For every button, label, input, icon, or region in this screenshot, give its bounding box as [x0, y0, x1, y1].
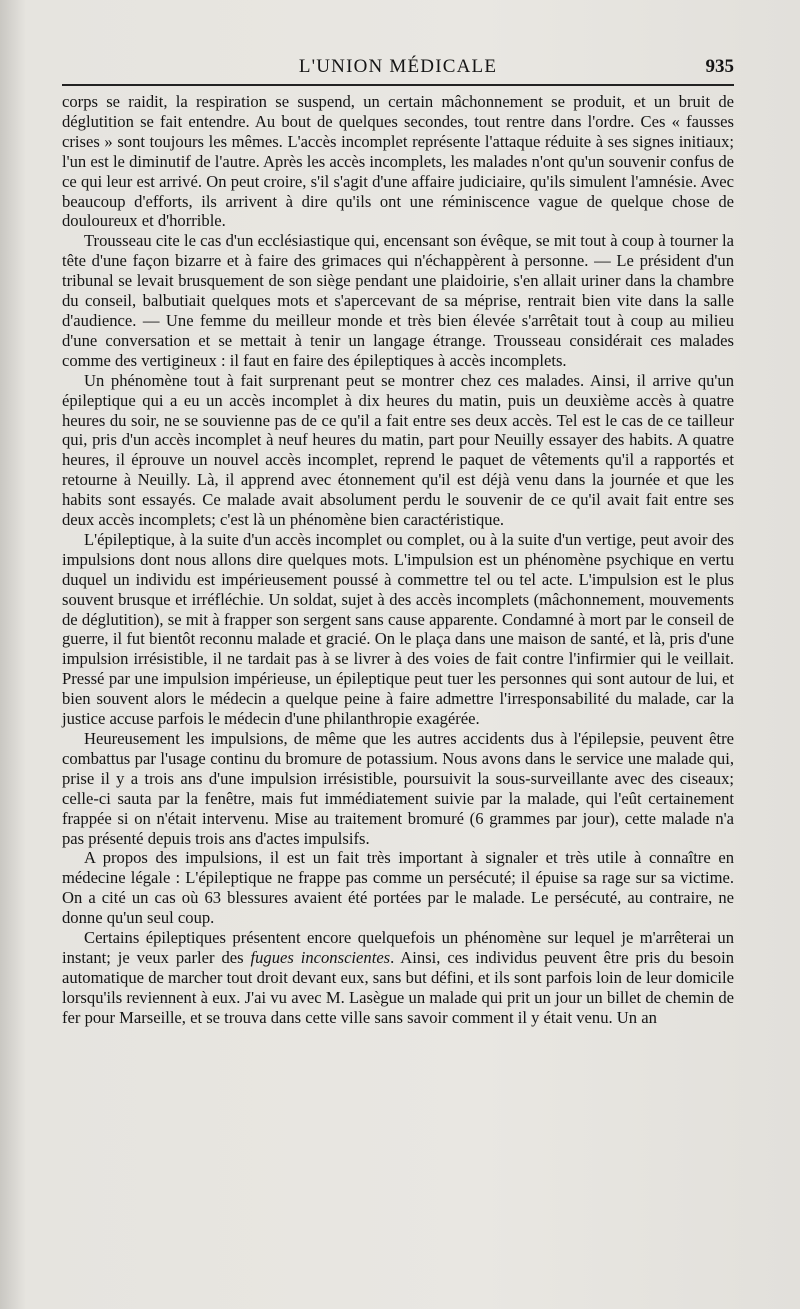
paragraph-continued: corps se raidit, la respiration se suspend, un certain mâchonnement se produit, et un bruit de déglutition se fait entendre. Au bout de quelques secondes, tout rentre dans l'ordre. Ces « fausses crises » sont toujours les mêmes. L'accès incomplet représente l'attaque réduite à ses signes initiaux; l'un est le diminutif de l'autre. Après les accès incomplets, les malades n'ont qu'un souvenir confus de ce qui leur est arrivé. On peut croire, s'il s'agit d'une affaire judiciaire, qu'ils simulent l'amnésie. Avec beaucoup d'efforts, ils arrivent à dire qu'ils ont une réminiscence vague de quelque chose de douloureux et d'horrible.: [62, 92, 734, 231]
paragraph-phenomene: Un phénomène tout à fait surprenant peut se montrer chez ces malades. Ainsi, il arrive qu'un épileptique qui a eu un accès incomplet à dix heures du matin, puis un deuxième accès à quatre heures du soir, ne se souvienne pas de ce qu'il a fait entre ses deux accès. Tel est le cas de ce tailleur qui, pris d'un accès incomplet à neuf heures du matin, part pour Neuilly essayer des habits. A quatre heures, il éprouve un nouvel accès incomplet, reprend le paquet de vêtements qu'il a rapportés et retourne à Neuilly. Là, il apprend avec étonnement qu'il est déjà venu dans la journée et que les habits sont essayés. Ce malade avait absolument perdu le souvenir de ce qu'il avait fait entre ses deux accès incomplets; c'est là un phénomène bien caractéristique.: [62, 370, 734, 530]
header-rule: [62, 84, 734, 86]
paragraph-fugues: [62, 928, 734, 1028]
page-number: 935: [705, 56, 734, 77]
paragraph-bromure: Heureusement les impulsions, de même que les autres accidents dus à l'épilepsie, peuvent être combattus par l'usage continu du bromure de potassium. Nous avons dans le service une malade qui, prise il y a trois ans d'une impulsion irrésistible, poursuivit la sous-surveillante avec des ciseaux; celle-ci sauta par la fenêtre, mais fut immédiatement suivie par la malade, qui l'eût certainement frappée si on n'était intervenu. Mise au traitement bromuré (6 grammes par jour), cette malade n'a pas présenté depuis trois ans d'actes impulsifs.: [62, 729, 734, 848]
paragraph-medecine-legale: A propos des impulsions, il est un fait très important à signaler et très utile à connaître en médecine légale : L'épileptique ne frappe pas comme un persécuté; il épuise sa rage sur sa victime. On a cité un cas où 63 blessures avaient été portées par le malade. Le persécuté, au contraire, ne donne qu'un seul coup.: [62, 848, 734, 928]
paragraph-trousseau: Trousseau cite le cas d'un ecclésiastique qui, encensant son évêque, se mit tout à coup à tourner la tête d'une façon bizarre et à faire des grimaces qui n'échappèrent à personne. — Le président d'un tribunal se levait brusquement de son siège pendant une plaidoirie, s'en allait uriner dans la chambre du conseil, balbutiait quelques mots et s'apercevant de sa méprise, rentrait bien vite dans la salle d'audience. — Une femme du meilleur monde et très bien élevée s'arrêtait tout à coup au milieu d'une conversation et se mettait à tenir un langage étrange. Trousseau considérait ces malades comme des vertigineux : il faut en faire des épileptiques à accès incomplets.: [62, 231, 734, 370]
fugues-text-before: Certains épileptiques présentent encore quelquefois un phénomène sur lequel je m'arrêterai un instant; je veux parler des: [62, 928, 734, 967]
fugues-text-after: . Ainsi, ces individus peuvent être pris du besoin automatique de marcher tout droit devant eux, sans but défini, et ils sont parfois loin de leur domicile lorsqu'ils reviennent à eux. J'ai vu avec M. Lasègue un malade qui prit un jour un billet de chemin de fer pour Marseille, et se trouva dans cette ville sans savoir comment il y était venu. Un an: [62, 947, 734, 1027]
running-head: [62, 52, 734, 82]
running-title: L'UNION MÉDICALE: [298, 56, 498, 77]
paragraph-impulsions: L'épileptique, à la suite d'un accès incomplet ou complet, ou à la suite d'un vertige, peut avoir des impulsions dont nous allons dire quelques mots. L'impulsion est un phénomène psychique en vertu duquel un individu est impérieusement poussé à commettre tel ou tel acte. L'impulsion est le plus souvent brusque et irréfléchie. Un soldat, sujet à des accès incomplets (mâchonnement, mouvements de déglutition), se mit à frapper son sergent sans cause apparente. Condamné à mort par le conseil de guerre, il fut bientôt reconnu malade et gracié. On le plaça dans une maison de santé, et là, pris d'une impulsion irrésistible, il ne tardait pas à se livrer à des voies de fait contre l'infirmier qui le veillait. Pressé par une impulsion impérieuse, un épileptique peut tuer les personnes qui sont autour de lui, et bien souvent alors le médecin a quelque peine à faire admettre l'irresponsabilité du malade, car la justice accuse parfois le médecin d'une philanthropie exagérée.: [62, 529, 734, 729]
fugues-emphasis: fugues inconscientes: [250, 947, 391, 967]
article-body: [62, 92, 734, 1028]
